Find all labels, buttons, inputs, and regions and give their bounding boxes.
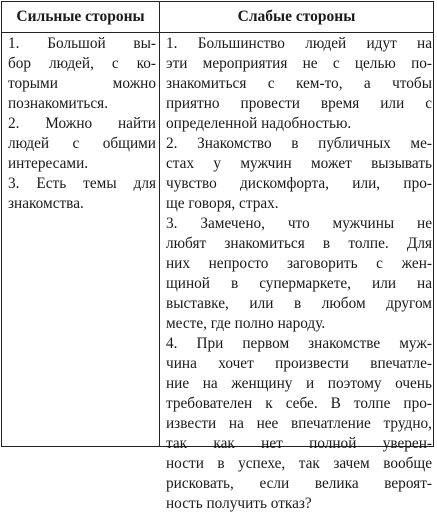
weaknesses-text-line: определенной надобностью. xyxy=(166,115,352,132)
weaknesses-text-line: 4. При первом знакомстве муж- xyxy=(166,335,432,352)
weaknesses-text-line: 3. Замечено, что мужчины не xyxy=(166,215,432,232)
strengths-text-line: 2. Можно найти xyxy=(8,115,156,132)
weaknesses-text-line: 2. Знакомство в публичных ме- xyxy=(166,135,432,152)
column-divider xyxy=(159,2,160,446)
strengths-text-line: 3. Есть темы для xyxy=(8,175,156,192)
weaknesses-text-line: 1. Большинство людей идут на xyxy=(166,35,432,52)
weaknesses-cell xyxy=(166,34,432,514)
weaknesses-text-line: ще говоря, страх. xyxy=(166,195,279,212)
header-strengths: Сильные стороны xyxy=(16,8,145,25)
weaknesses-text-line: ние на женщину и поэтому очень xyxy=(166,375,432,392)
weaknesses-text-line: чина хочет произвести впечатле- xyxy=(166,355,432,372)
strengths-cell xyxy=(8,34,156,214)
weaknesses-text-line: месте, где полно народу. xyxy=(166,315,326,332)
weaknesses-text-line: ность получить отказ? xyxy=(166,495,312,512)
header-weaknesses: Слабые стороны xyxy=(237,8,356,25)
weaknesses-text-line: так как нет полной уверен- xyxy=(166,435,432,452)
strengths-text-line: 1. Большой вы- xyxy=(8,35,156,52)
strengths-text-line: познакомиться. xyxy=(8,95,109,112)
weaknesses-text-line: извести на нее впечатление трудно, xyxy=(166,415,432,432)
weaknesses-text-line: выставке, или в любом другом xyxy=(166,295,432,312)
strengths-text-line: интересами. xyxy=(8,155,89,172)
header-divider xyxy=(2,32,433,33)
weaknesses-text-line: ности в успехе, так зачем вообще xyxy=(166,455,432,472)
weaknesses-text-line: приятно провести время или с xyxy=(166,95,432,112)
weaknesses-text-line: стах у мужчин может вызывать xyxy=(166,155,432,172)
weaknesses-text-line: щиной в супермаркете, или на xyxy=(166,275,432,292)
weaknesses-text-line: любят знакомиться в толпе. Для xyxy=(166,235,432,252)
weaknesses-text-line: них непросто заговорить с жен- xyxy=(166,255,432,272)
weaknesses-text-line: знакомиться с кем-то, а чтобы xyxy=(166,75,432,92)
weaknesses-text-line: рисковать, если велика вероят- xyxy=(166,475,432,492)
comparison-table xyxy=(1,1,434,512)
strengths-text-line: бор людей, с ко- xyxy=(8,55,156,72)
weaknesses-text-line: эти мероприятия не с целью по- xyxy=(166,55,432,72)
strengths-text-line: людей с общими xyxy=(8,135,156,152)
weaknesses-text-line: требователен к себе. В толпе про- xyxy=(166,395,432,412)
strengths-text-line: торыми можно xyxy=(8,75,156,92)
strengths-text-line: знакомства. xyxy=(8,195,84,212)
weaknesses-text-line: чувство дискомфорта, или, про- xyxy=(166,175,432,192)
